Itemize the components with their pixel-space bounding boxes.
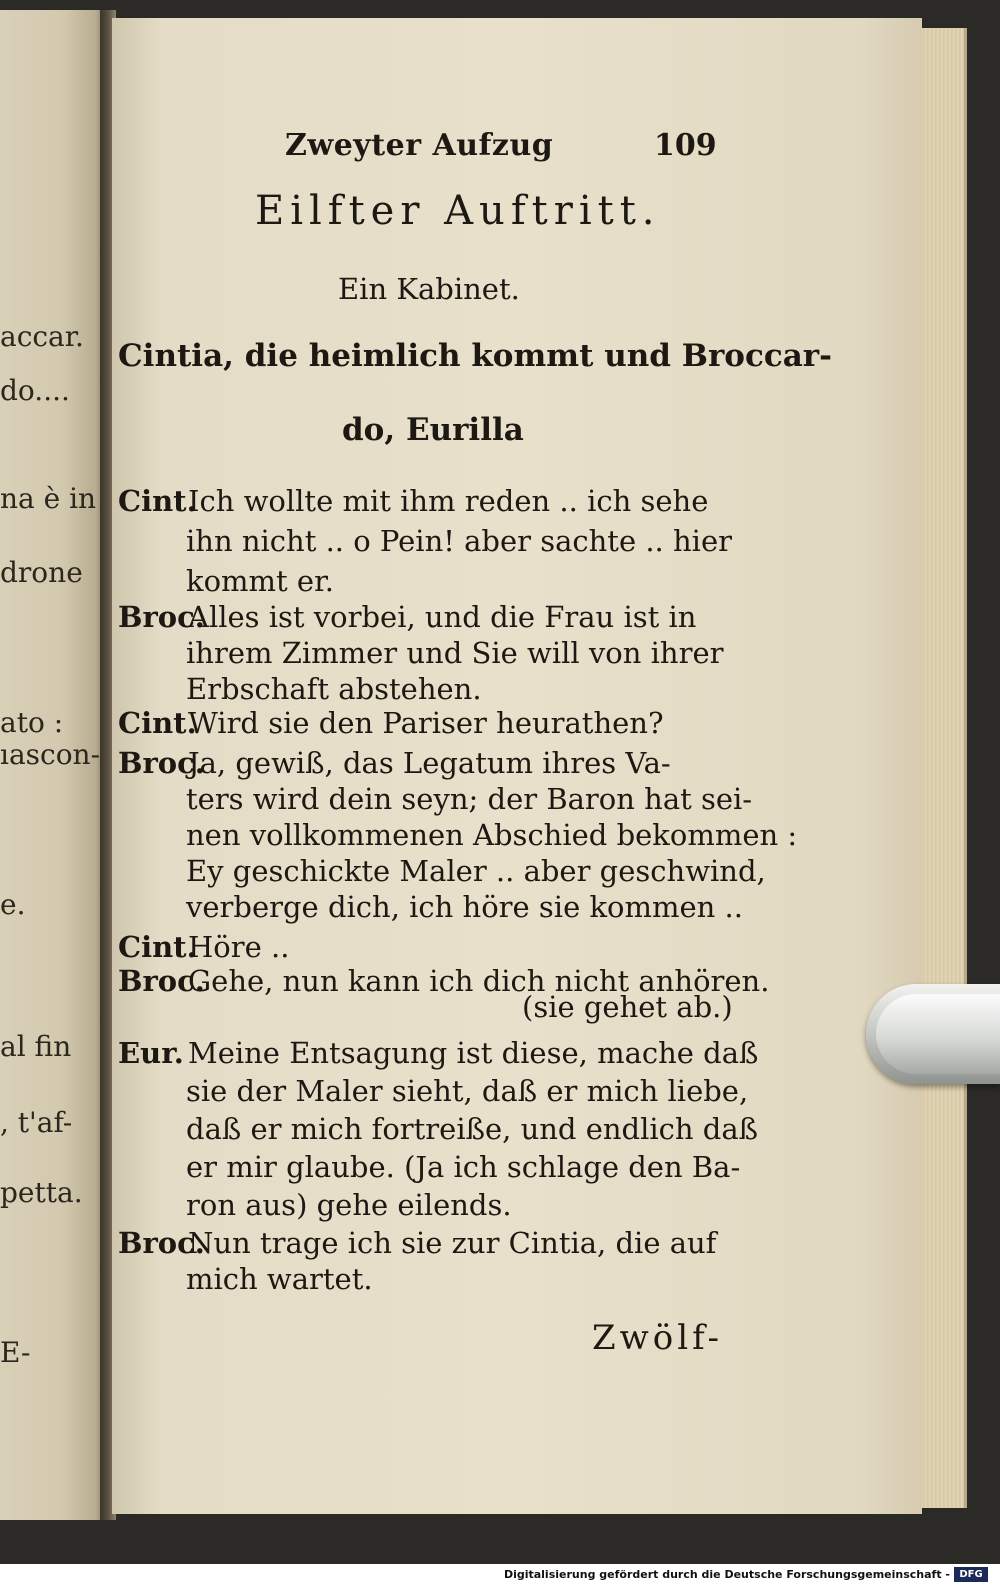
dialogue-line: [186, 672, 482, 706]
dialogue-line: [186, 524, 732, 558]
speaker-name: Cint.: [118, 706, 197, 740]
speech-text: ihrem Zimmer und Sie will von ihrer: [186, 636, 724, 670]
footer-credit: Digitalisierung gefördert durch die Deutsche Forschungsgemeinschaft -: [503, 1568, 950, 1581]
page-number: 109: [654, 128, 717, 163]
speech-text: daß er mich fortreiße, und endlich daß: [186, 1112, 759, 1146]
dfg-logo: DFG: [954, 1567, 988, 1582]
left-page-fragment: petta.: [0, 1176, 83, 1209]
dialogue-line: [118, 600, 696, 634]
dialogue-line: [186, 818, 797, 852]
dialogue-line: [118, 746, 671, 780]
dialogue-line: [118, 1036, 758, 1070]
speech-text: ron aus) gehe eilends.: [186, 1188, 512, 1222]
left-facing-page: [0, 10, 104, 1520]
speech-text: Alles ist vorbei, und die Frau ist in: [188, 600, 697, 634]
speech-text: Wird sie den Pariser heurathen?: [188, 706, 664, 740]
clip-highlight: [876, 994, 1000, 1074]
left-page-fragment: , t'af-: [0, 1106, 73, 1139]
dialogue-line: [186, 1074, 748, 1108]
speaker-name: Cint.: [118, 930, 197, 964]
speech-text: Höre ..: [188, 930, 290, 964]
speech-text: mich wartet.: [186, 1262, 373, 1296]
characters-line-1: Cintia, die heimlich kommt und Broccar-: [118, 338, 832, 374]
speech-text: (sie gehet ab.): [522, 990, 733, 1024]
dialogue-line: [118, 484, 708, 518]
speech-text: Ja, gewiß, das Legatum ihres Va-: [188, 746, 671, 780]
scene-setting: Ein Kabinet.: [338, 272, 520, 306]
speech-text: kommt er.: [186, 564, 334, 598]
dialogue-line: [118, 930, 289, 964]
dialogue-line: [186, 1188, 512, 1222]
dialogue-line: [186, 1150, 740, 1184]
dialogue-line: [186, 636, 723, 670]
speaker-name: Broc.: [118, 964, 205, 998]
left-page-fragment: na è in: [0, 482, 97, 515]
speech-text: Nun trage ich sie zur Cintia, die auf: [188, 1226, 717, 1260]
left-page-fragment: drone: [0, 556, 83, 589]
footer-bar: [0, 1564, 1000, 1587]
left-page-fragment: accar.: [0, 320, 84, 353]
speech-text: Gehe, nun kann ich dich nicht anhören.: [188, 964, 770, 998]
dialogue-line: [186, 564, 334, 598]
speech-text: verberge dich, ich höre sie kommen ..: [186, 890, 743, 924]
dialogue-line: [186, 854, 766, 888]
speech-text: Meine Entsagung ist diese, mache daß: [188, 1036, 759, 1070]
speaker-name: Broc.: [118, 746, 205, 780]
left-page-fragment: E-: [0, 1336, 31, 1369]
scene-title: Eilfter Auftritt.: [255, 188, 661, 234]
speech-text: Ey geschickte Maler .. aber geschwind,: [186, 854, 766, 888]
speech-text: nen vollkommenen Abschied bekommen :: [186, 818, 798, 852]
speech-text: ihn nicht .. o Pein! aber sachte .. hier: [186, 524, 732, 558]
dialogue-line: [186, 890, 743, 924]
page-edges: [918, 28, 967, 1508]
characters-line-2: do, Eurilla: [342, 412, 524, 448]
speaker-name: Eur.: [118, 1036, 184, 1070]
dialogue-line: [186, 1112, 758, 1146]
catchword: Zwölf-: [592, 1318, 723, 1358]
speech-text: Ich wollte mit ihm reden .. ich sehe: [188, 484, 709, 518]
speaker-name: Broc.: [118, 600, 205, 634]
left-page-fragment: do....: [0, 374, 70, 407]
left-page-fragment: ato :: [0, 706, 64, 739]
left-page-fragment: e.: [0, 888, 26, 921]
dialogue-line: [118, 1226, 716, 1260]
dialogue-line: [186, 782, 752, 816]
speech-text: ters wird dein seyn; der Baron hat sei-: [186, 782, 753, 816]
metal-clip: [866, 984, 1000, 1084]
left-page-fragment: al fin: [0, 1030, 72, 1063]
running-head: Zweyter Aufzug: [285, 128, 554, 163]
left-page-fragment: ıascon-: [0, 738, 101, 771]
dialogue-line: [522, 990, 733, 1024]
speaker-name: Broc.: [118, 1226, 205, 1260]
dialogue-line: [118, 706, 664, 740]
speech-text: sie der Maler sieht, daß er mich liebe,: [186, 1074, 749, 1108]
speaker-name: Cint.: [118, 484, 197, 518]
dialogue-line: [186, 1262, 373, 1296]
speech-text: er mir glaube. (Ja ich schlage den Ba-: [186, 1150, 741, 1184]
speech-text: Erbschaft abstehen.: [186, 672, 482, 706]
